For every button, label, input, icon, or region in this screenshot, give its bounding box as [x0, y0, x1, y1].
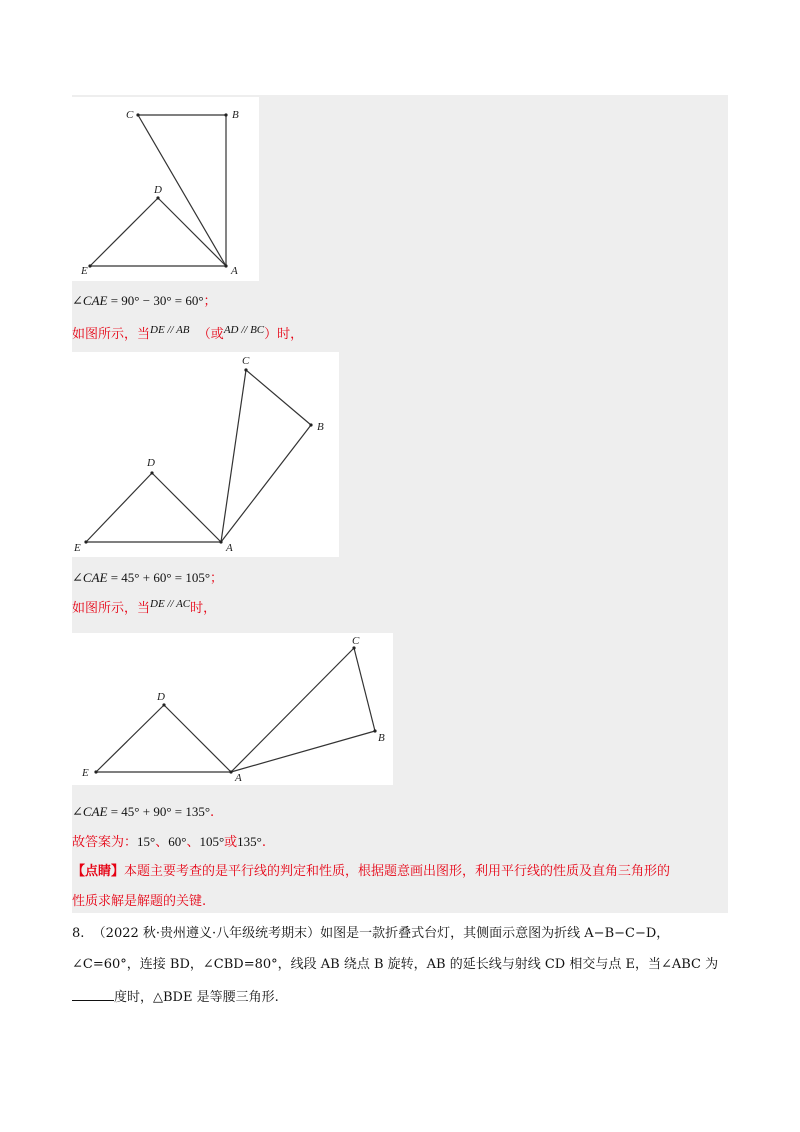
- label-b: B: [232, 109, 239, 121]
- label-e: E: [81, 265, 88, 277]
- figure-2: [72, 352, 339, 557]
- answer-line: 故答案为：15°、60°、105°或135°.: [72, 834, 267, 850]
- label-a: A: [226, 542, 233, 554]
- comment-bracket: 【点睛】: [72, 864, 125, 879]
- comment-line-1: 【点睛】本题主要考查的是平行线的判定和性质，根据题意画出图形，利用平行线的性质及直角三角形的: [72, 864, 671, 879]
- question-8-line-1: 8. （2022 秋·贵州遵义·八年级统考期末）如图是一款折叠式台灯，其侧面示意图为折线 A−B−C−D，: [72, 926, 670, 941]
- label-c: C: [242, 355, 250, 367]
- answer-blank: [72, 986, 114, 1001]
- label-b: B: [378, 732, 385, 744]
- question-8-line-2: ∠C=60°，连接 BD，∠CBD=80°，线段 AB 绕点 B 旋转，AB 的延长线与射线 CD 相交与点 E，当∠ABC 为: [72, 957, 719, 972]
- question-8-line-3: 度时，△BDE 是等腰三角形.: [72, 986, 279, 1008]
- case-3-condition: 如图所示，当$^{DE // AC}$时，: [72, 598, 217, 616]
- case-2-condition: 如图所示，当$^{DE // AB}$ （或$^{AD // BC}$）时，: [72, 324, 304, 342]
- label-d: D: [147, 457, 155, 469]
- equation-1: ∠CAE = 90° − 30° = 60°；: [72, 293, 217, 309]
- label-c: C: [352, 635, 360, 647]
- label-c: C: [126, 109, 134, 121]
- figure-1: [72, 97, 259, 281]
- label-a: A: [235, 772, 242, 784]
- question-number: 8.: [72, 926, 85, 941]
- equation-2: ∠CAE = 45° + 60° = 105°；: [72, 570, 224, 586]
- label-d: D: [154, 184, 162, 196]
- label-e: E: [74, 542, 81, 554]
- label-e: E: [82, 767, 89, 779]
- label-b: B: [317, 421, 324, 433]
- label-a: A: [231, 265, 238, 277]
- comment-line-2: 性质求解是解题的关键.: [72, 894, 207, 909]
- label-d: D: [157, 691, 165, 703]
- figure-3: [72, 633, 393, 785]
- equation-3: ∠CAE = 45° + 90° = 135°.: [72, 804, 215, 820]
